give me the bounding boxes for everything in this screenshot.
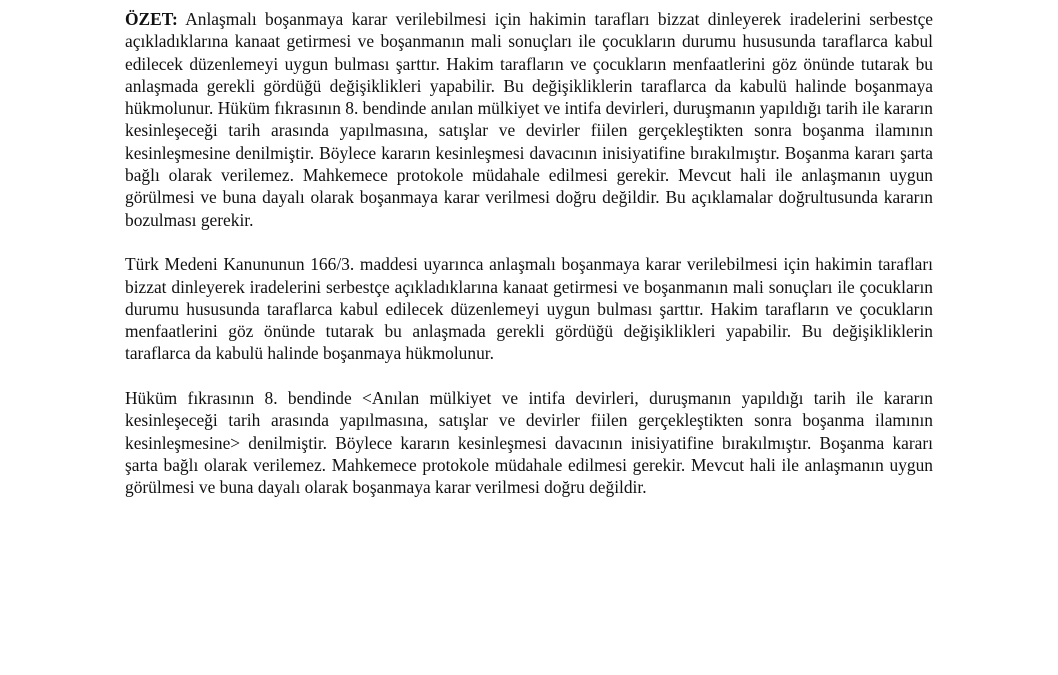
summary-paragraph xyxy=(125,8,933,231)
summary-label: ÖZET: xyxy=(125,9,178,29)
summary-text: Anlaşmalı boşanmaya karar verilebilmesi için hakimin tarafları bizzat dinleyerek iradelerini serbestçe açıkladıklarına kanaat getirmesi ve boşanmanın mali sonuçları ile çocukların durumu hususunda taraflarca kabul edilecek düzenlemeyi uygun bulması şarttır. Hakim tarafların ve çocukların menfaatlerini göz önünde tutarak bu anlaşmada gerekli gördüğü değişiklikleri yapabilir. Bu değişikliklerin taraflarca da kabulü halinde boşanmaya hükmolunur. Hüküm fıkrasının 8. bendinde anılan mülkiyet ve intifa devirleri, duruşmanın yapıldığı tarih ile kararın kesinleşeceği tarih arasında yapılmasına, satışlar ve devirler fiilen gerçekleştikten sonra boşanma ilamının kesinleşmesine denilmiştir. Böylece kararın kesinleşmesi davacının inisiyatifine bırakılmıştır. Boşanma kararı şarta bağlı olarak verilemez. Mahkemece protokole müdahale edilmesi gerekir. Mevcut hali ile anlaşmanın uygun görülmesi ve buna dayalı olarak boşanmaya karar verilmesi doğru değildir. Bu açıklamalar doğrultusunda kararın bozulması gerekir. xyxy=(125,9,934,230)
body-paragraph-2: Hüküm fıkrasının 8. bendinde <Anılan mülkiyet ve intifa devirleri, duruşmanın yapıldığı tarih ile kararın kesinleşeceği tarih arasında yapılmasına, satışlar ve devirler fiilen gerçekleştikten sonra boşanma ilamının kesinleşmesine> denilmiştir. Böylece kararın kesinleşmesi davacının inisiyatifine bırakılmıştır. Boşanma kararı şarta bağlı olarak verilemez. Mahkemece protokole müdahale edilmesi gerekir. Mevcut hali ile anlaşmanın uygun görülmesi ve buna dayalı olarak boşanmaya karar verilmesi doğru değildir. xyxy=(125,388,933,498)
body-paragraph-1: Türk Medeni Kanununun 166/3. maddesi uyarınca anlaşmalı boşanmaya karar verilebilmesi için hakimin tarafları bizzat dinleyerek iradelerini serbestçe açıkladıklarına kanaat getirmesi ve boşanmanın mali sonuçları ile çocukların durumu hususunda taraflarca kabul edilecek düzenlemeyi uygun bulması şarttır. Hakim tarafların ve çocukların menfaatlerini göz önünde tutarak bu anlaşmada gerekli gördüğü değişiklikleri yapabilir. Bu değişikliklerin taraflarca da kabulü halinde boşanmaya hükmolunur. xyxy=(125,254,933,364)
document-page xyxy=(125,8,933,499)
